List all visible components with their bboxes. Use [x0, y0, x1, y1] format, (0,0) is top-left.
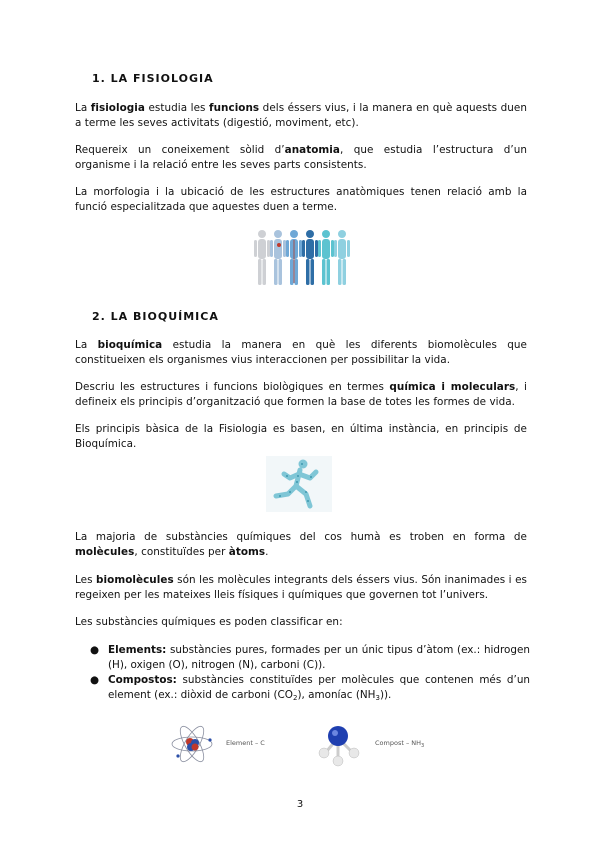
running-molecular-figure-image: [266, 456, 332, 512]
carbon-atom-icon: [172, 723, 212, 765]
body-figure-organs: [302, 230, 318, 285]
paragraph-estructures: Descriu les estructures i funcions biològiques en termes química i moleculars, i defineix els principis d’organització que formen la base de totes les formes de vida.: [75, 381, 527, 408]
runner-head: [299, 460, 308, 469]
bullet-icon: ●: [90, 674, 100, 686]
substances-bullet-list: [90, 643, 530, 706]
body-figure-nervous: [318, 230, 334, 285]
list-item-compostos: ● Compostos: substàncies constituïdes per molècules que contenen més d’un element (ex.: diòxid de carboni $(CO_2)$, amoníac $(NH_3)$).: [90, 674, 530, 702]
body-figure-skin: [334, 230, 350, 285]
paragraph-biomolecules: Les biomolècules són les molècules integrants dels éssers vius. Són inanimades i es regeixen per les mateixes lleis físiques i químiques que governen tot l’univers.: [75, 574, 527, 601]
paragraph-principis: Els principis bàsica de la Fisiologia es basen, en última instància, en principis de Bioquímica.: [75, 423, 527, 450]
paragraph-anatomia: Requereix un coneixement sòlid d’anatomia, que estudia l’estructura d’un organisme i la relació entre les seves parts consistents.: [75, 144, 528, 171]
human-body-systems-image: [250, 228, 350, 288]
page-number: 3: [296, 799, 304, 810]
element-label: Element – C: [226, 739, 265, 747]
compost-label: Compost – $NH_3$: [375, 739, 425, 749]
body-figure-skeleton: [254, 230, 270, 285]
body-figure-circulatory: [286, 230, 302, 285]
paragraph-fisiologia-definition: La fisiologia estudia les funcions dels éssers vius, i la manera en què aquests duen a terme les seves activitats (digestió, moviment, etc).: [75, 102, 527, 129]
section-heading-bioquimica: 2. LA BIOQUÍMICA: [92, 310, 219, 323]
paragraph-morfologia: La morfologia i la ubicació de les estructures anatòmiques tenen relació amb la funció especialitzada que aquestes duen a terme.: [75, 186, 527, 213]
paragraph-bioquimica-definition: La bioquímica estudia la manera en què les diferents biomolècules que constitueixen els organismes vius interaccionen per possibilitar la vida.: [75, 339, 527, 366]
bullet-icon: ●: [90, 644, 100, 656]
body-figure-muscles: [270, 230, 286, 285]
paragraph-classificacio: Les substàncies químiques es poden classificar en:: [75, 616, 343, 628]
section-heading-fisiologia: 1. LA FISIOLOGIA: [92, 72, 214, 85]
ammonia-molecule-icon: [319, 726, 359, 766]
list-item-elements: ● Elements: substàncies pures, formades per un únic tipus d’àtom (ex.: hidrogen (H), oxigen (O), nitrogen (N), carboni (C)).: [90, 644, 530, 671]
paragraph-molecules: La majoria de substàncies químiques del cos humà es troben en forma de molècules, constituïdes per àtoms.: [75, 531, 527, 558]
element-compound-figure: [170, 716, 450, 776]
